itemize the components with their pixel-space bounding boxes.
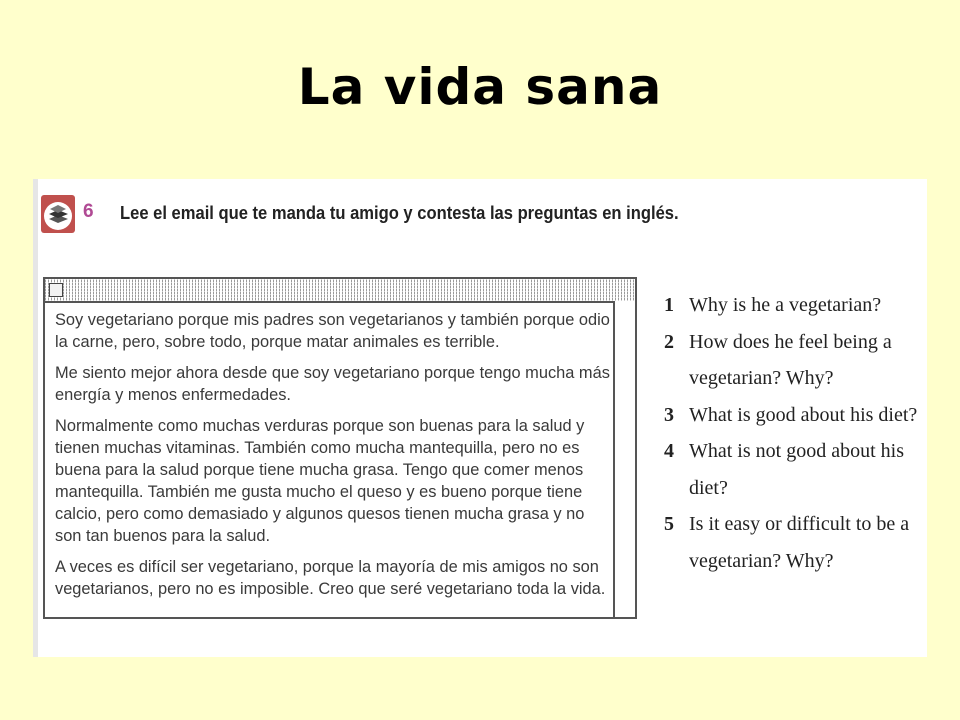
- exercise-number: 6: [83, 201, 94, 222]
- question-item: [664, 397, 924, 434]
- email-paragraph: Normalmente como muchas verduras porque son buenas para la salud y tienen muchas vitaminas. También como mucha mantequilla, pero no es buena para la salud porque tiene mucha grasa. Tengo que comer menos mantequilla. También me gusta mucho el queso y es bueno porque tiene calcio, pero como demasiado y algunos quesos tienen mucha grasa y no son tan buenos para la salud.: [55, 417, 585, 545]
- email-body: [55, 309, 611, 609]
- question-number: 4: [664, 440, 674, 462]
- exercise-instruction: Lee el email que te manda tu amigo y contesta las preguntas en inglés.: [120, 203, 679, 223]
- question-text: How does he feel being a vegetarian? Why?: [689, 330, 892, 389]
- question-text: Is it easy or difficult to be a vegetarian? Why?: [689, 513, 910, 572]
- question-number: 1: [664, 294, 674, 316]
- textbook-scan: [33, 179, 927, 657]
- question-item: [664, 433, 924, 506]
- question-text: What is not good about his diet?: [689, 440, 904, 499]
- page-edge: [33, 179, 38, 657]
- email-paragraph: Soy vegetariano porque mis padres son vegetarianos y también porque odio la carne, pero, sobre todo, porque matar animales es terrible.: [55, 311, 610, 351]
- question-item: [664, 287, 924, 324]
- question-item: [664, 324, 924, 397]
- question-number: 2: [664, 330, 674, 353]
- question-item: [664, 506, 924, 579]
- slide-title: La vida sana: [297, 58, 663, 116]
- question-number: 3: [664, 403, 674, 426]
- email-titlebar[interactable]: [45, 279, 635, 303]
- question-text: What is good about his diet?: [689, 403, 918, 426]
- book-stack-icon: [41, 195, 75, 233]
- question-number: 5: [664, 513, 674, 535]
- email-window: [43, 277, 637, 619]
- email-paragraph: A veces es difícil ser vegetariano, porque la mayoría de mis amigos no son vegetarianos, pero no es imposible. Creo que seré vegetariano toda la vida.: [55, 558, 606, 598]
- question-text: Why is he a vegetarian?: [689, 294, 882, 316]
- email-paragraph: Me siento mejor ahora desde que soy vegetariano porque tengo mucha más energía y menos enfermedades.: [55, 364, 610, 404]
- close-box-icon[interactable]: [49, 283, 63, 297]
- question-list: [664, 287, 924, 579]
- email-scrollbar[interactable]: [613, 301, 635, 617]
